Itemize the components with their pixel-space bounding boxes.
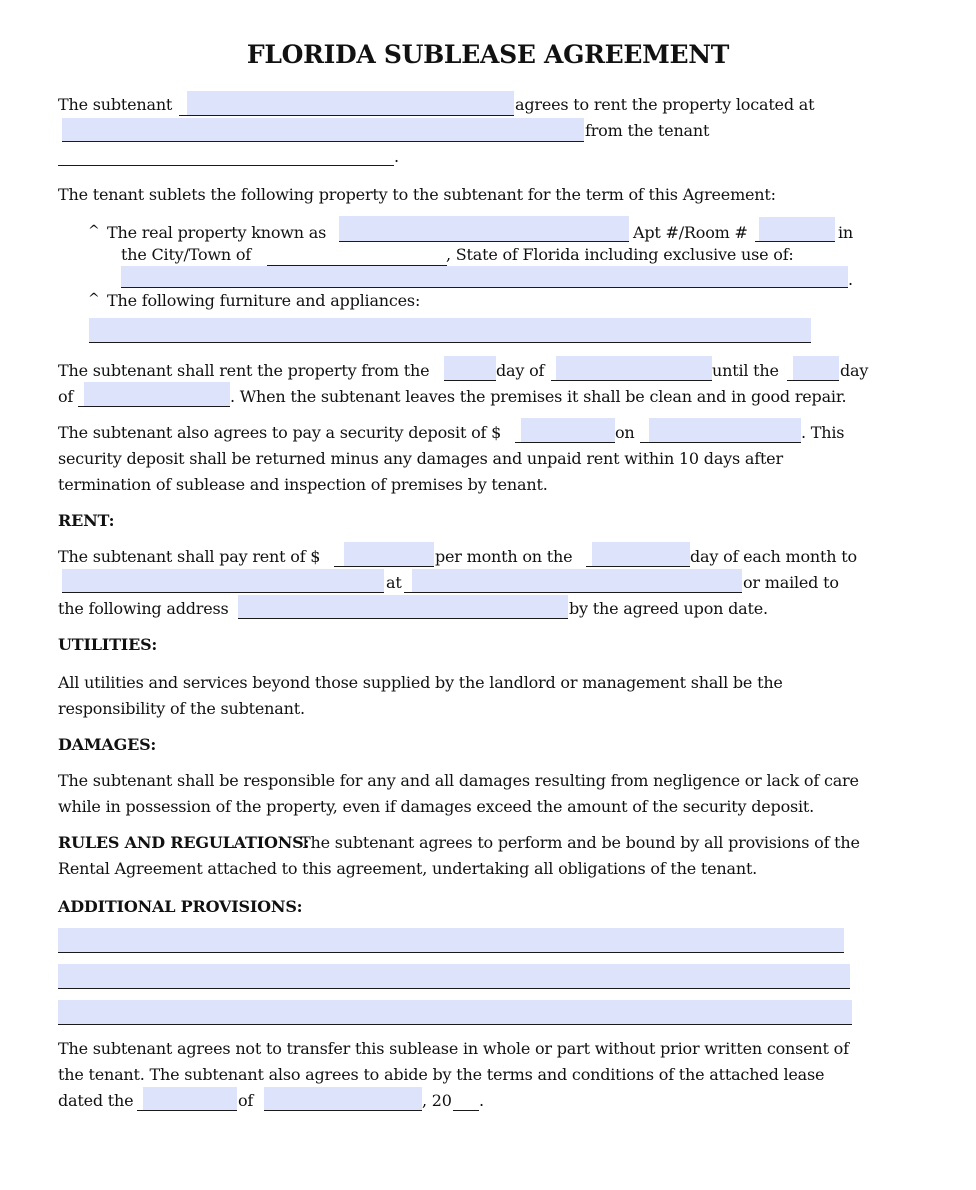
property-address-field[interactable]: [62, 118, 584, 142]
term-text-c: until the: [712, 361, 779, 380]
closing-text-c: , 20: [422, 1091, 452, 1110]
utilities-line-1: All utilities and services beyond those supplied by the landlord or management shall be the: [58, 673, 783, 692]
deposit-line-2: security deposit shall be returned minus any damages and unpaid rent within 10 days after: [58, 449, 783, 468]
closing-text-d: .: [479, 1091, 484, 1110]
term-text-d: day: [840, 361, 869, 380]
damages-line-2: while in possession of the property, even if damages exceed the amount of the security deposit.: [58, 797, 815, 816]
p1-text-a: The subtenant: [58, 95, 173, 114]
city-town-line[interactable]: [267, 245, 447, 266]
lease-day-field[interactable]: [143, 1087, 237, 1111]
end-month-field[interactable]: [84, 382, 230, 407]
city-label: the City/Town of: [121, 245, 252, 264]
damages-line-1: The subtenant shall be responsible for any and all damages resulting from negligence or lack of care: [58, 771, 859, 790]
term-text-f: . When the subtenant leaves the premises it shall be clean and in good repair.: [230, 387, 847, 406]
additional-provisions-field-2[interactable]: [58, 964, 850, 989]
rent-text-a: The subtenant shall pay rent of $: [58, 547, 321, 566]
bullet-caret: ^: [88, 291, 100, 307]
damages-heading: DAMAGES:: [58, 735, 157, 754]
deposit-text-a: The subtenant also agrees to pay a security deposit of $: [58, 423, 502, 442]
rules-line-2: Rental Agreement attached to this agreement, undertaking all obligations of the tenant.: [58, 859, 758, 878]
rent-text-f: the following address: [58, 599, 229, 618]
closing-text-b: of: [238, 1091, 254, 1110]
start-day-field[interactable]: [444, 356, 496, 381]
closing-text-a: dated the: [58, 1091, 134, 1110]
security-deposit-amount-field[interactable]: [521, 418, 615, 443]
start-month-field[interactable]: [556, 356, 712, 381]
underline: [179, 96, 187, 116]
real-property-label: The real property known as: [107, 223, 327, 242]
term-text-a: The subtenant shall rent the property from the: [58, 361, 430, 380]
rent-payee-field[interactable]: [62, 569, 384, 593]
in-label: in: [838, 223, 854, 242]
security-deposit-date-field[interactable]: [649, 418, 801, 443]
utilities-heading: UTILITIES:: [58, 635, 158, 654]
p2-intro: The tenant sublets the following property to the subtenant for the term of this Agreement:: [58, 185, 776, 204]
deposit-line-3: termination of sublease and inspection of premises by tenant.: [58, 475, 548, 494]
rules-heading: RULES AND REGULATIONS:: [58, 833, 310, 852]
rent-payment-location-field[interactable]: [412, 569, 742, 593]
additional-provisions-heading: ADDITIONAL PROVISIONS:: [58, 897, 303, 916]
mailing-address-field[interactable]: [238, 595, 568, 619]
monthly-rent-field[interactable]: [344, 542, 434, 567]
term-text-e: of: [58, 387, 74, 406]
rent-heading: RENT:: [58, 511, 115, 530]
rules-line-1: The subtenant agrees to perform and be bound by all provisions of the: [300, 833, 860, 852]
apt-room-label: Apt #/Room #: [633, 223, 748, 242]
subtenant-name-field[interactable]: [187, 91, 514, 116]
exclusive-use-field[interactable]: [121, 266, 848, 288]
p1-text-b: agrees to rent the property located at: [515, 95, 815, 114]
real-property-field[interactable]: [339, 216, 629, 242]
state-florida-text: , State of Florida including exclusive use of:: [446, 245, 794, 264]
exclusive-use-end: .: [848, 270, 853, 289]
furniture-label: The following furniture and appliances:: [107, 291, 421, 310]
additional-provisions-field-3[interactable]: [58, 1000, 852, 1025]
underline: [404, 573, 412, 593]
bullet-caret: ^: [88, 223, 100, 239]
rent-text-e: or mailed to: [743, 573, 839, 592]
lease-month-field[interactable]: [264, 1087, 422, 1111]
rent-text-d: at: [386, 573, 402, 592]
utilities-line-2: responsibility of the subtenant.: [58, 699, 305, 718]
underline: [640, 423, 649, 443]
additional-provisions-field-1[interactable]: [58, 928, 844, 953]
end-day-field[interactable]: [793, 356, 839, 381]
tenant-name-line[interactable]: [58, 145, 394, 166]
closing-line-2: the tenant. The subtenant also agrees to abide by the terms and conditions of the attached lease: [58, 1065, 825, 1084]
deposit-text-b: on: [615, 423, 635, 442]
p1-text-c: from the tenant: [585, 121, 710, 140]
underline: [334, 547, 344, 567]
deposit-text-c: . This: [801, 423, 845, 442]
furniture-appliances-field[interactable]: [89, 318, 811, 343]
document-title: FLORIDA SUBLEASE AGREEMENT: [246, 40, 730, 69]
apt-room-field[interactable]: [759, 217, 835, 242]
term-text-b: day of: [496, 361, 545, 380]
rent-due-day-field[interactable]: [592, 542, 690, 567]
p1-text-d: .: [394, 147, 399, 166]
rent-text-c: day of each month to: [690, 547, 857, 566]
rent-text-b: per month on the: [435, 547, 573, 566]
lease-year-line[interactable]: [453, 1091, 479, 1111]
closing-line-1: The subtenant agrees not to transfer this sublease in whole or part without prior written consent of: [58, 1039, 849, 1058]
rent-text-g: by the agreed upon date.: [569, 599, 768, 618]
